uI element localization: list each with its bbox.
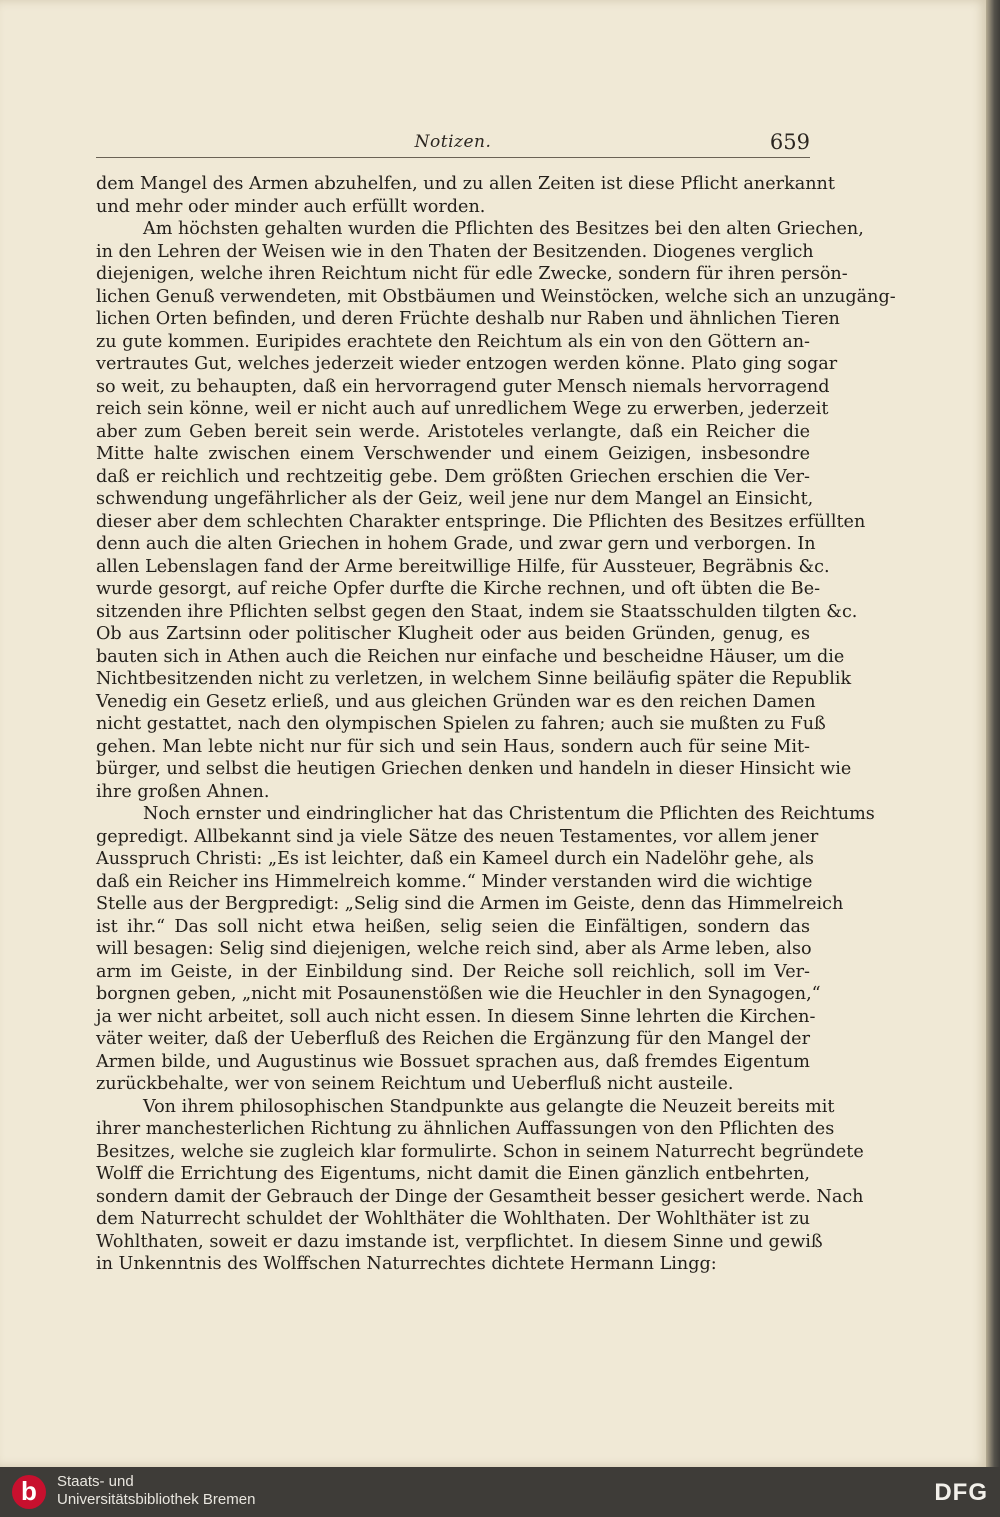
- paragraph: [96, 218, 896, 803]
- footer-bar: [0, 1467, 1000, 1517]
- text-line: Ob aus Zartsinn oder politischer Klugheit oder aus beiden Gründen, genug, es: [96, 624, 810, 644]
- text-line: vertrautes Gut, welches jederzeit wieder entzogen werden könne. Plato ging sogar: [96, 354, 838, 374]
- text-line: daß er reichlich und rechtzeitig gebe. Dem größten Griechen erschien die Ver-: [96, 466, 810, 487]
- text-line: Besitzes, welche sie zugleich klar formulirte. Schon in seinem Naturrecht begründete: [96, 1141, 864, 1162]
- text-line: ihrer manchesterlichen Richtung zu ähnlichen Auffassungen von den Pflichten des: [96, 1119, 835, 1139]
- library-logo-icon: b: [12, 1475, 46, 1509]
- paragraph: [96, 803, 875, 1096]
- paragraph: [96, 1096, 864, 1276]
- text-line: nicht gestattet, nach den olympischen Spielen zu fahren; auch sie mußten zu Fuß: [96, 714, 826, 734]
- text-line: daß ein Reicher ins Himmelreich komme.“ Minder verstanden wird die wichtige: [96, 871, 813, 892]
- text-line: zurückbehalte, wer von seinem Reichtum und Ueberfluß nicht austeile.: [96, 1074, 734, 1094]
- text-line: in Unkenntnis des Wolffschen Naturrechtes dichtete Hermann Lingg:: [96, 1254, 717, 1274]
- text-line: denn auch die alten Griechen in hohem Grade, und zwar gern und verborgen. In: [96, 534, 816, 554]
- text-line: schwendung ungefährlicher als der Geiz, weil jene nur dem Mangel an Einsicht,: [96, 489, 814, 509]
- text-line: Ausspruch Christi: „Es ist leichter, daß ein Kameel durch ein Nadelöhr gehe, als: [96, 849, 814, 869]
- text-line: dem Naturrecht schuldet der Wohlthäter die Wohlthaten. Der Wohlthäter ist zu: [96, 1209, 810, 1229]
- text-line: dieser aber dem schlechten Charakter entspringe. Die Pflichten des Besitzes erfüllten: [96, 511, 866, 532]
- text-line: arm im Geiste, in der Einbildung sind. Der Reiche soll reichlich, soll im Ver-: [96, 961, 810, 982]
- text-line: Venedig ein Gesetz erließ, und aus gleichen Gründen war es den reichen Damen: [96, 691, 816, 712]
- text-line: sitzenden ihre Pflichten selbst gegen den Staat, indem sie Staatsschulden tilgten &c.: [96, 601, 858, 622]
- dfg-logo: DFG: [934, 1479, 988, 1506]
- text-line: lichen Orten befinden, und deren Früchte deshalb nur Raben und ähnlichen Tieren: [96, 309, 840, 329]
- page-header: [96, 128, 810, 158]
- text-line: reich sein könne, weil er nicht auch auf unredlichem Wege zu erwerben, jederzeit: [96, 399, 829, 419]
- text-line: zu gute kommen. Euripides erachtete den Reichtum als ein von den Göttern an-: [96, 331, 810, 352]
- text-line: aber zum Geben bereit sein werde. Aristoteles verlangte, daß ein Reicher die: [96, 421, 810, 442]
- text-line: Wohlthaten, soweit er dazu imstande ist, verpflichtet. In diesem Sinne und gewiß: [96, 1231, 823, 1252]
- text-line: diejenigen, welche ihren Reichtum nicht für edle Zwecke, sondern für ihren persön-: [96, 264, 848, 284]
- paragraph: [96, 173, 835, 218]
- text-line: Mitte halte zwischen einem Verschwender und einem Geizigen, insbesondre: [96, 444, 810, 464]
- text-line: bauten sich in Athen auch die Reichen nur einfache und bescheidne Häuser, um die: [96, 646, 845, 667]
- text-line: will besagen: Selig sind diejenigen, welche reich sind, aber als Arme leben, also: [96, 939, 812, 959]
- text-line: ja wer nicht arbeitet, soll auch nicht essen. In diesem Sinne lehrten die Kirchen-: [96, 1006, 816, 1027]
- text-line: Noch ernster und eindringlicher hat das Christentum die Pflichten des Reichtums: [143, 804, 875, 824]
- library-name-line1: Staats- und: [57, 1473, 134, 1490]
- header-rule: [96, 157, 810, 158]
- body-text: [96, 173, 896, 1276]
- text-line: sondern damit der Gebrauch der Dinge der Gesamtheit besser gesichert werde. Nach: [96, 1186, 864, 1207]
- text-line: ist ihr.“ Das soll nicht etwa heißen, selig seien die Einfältigen, sondern das: [96, 916, 810, 937]
- text-line: und mehr oder minder auch erfüllt worden.: [96, 196, 486, 217]
- text-line: ihre großen Ahnen.: [96, 781, 270, 802]
- text-line: borgnen geben, „nicht mit Posaunenstößen wie die Heuchler in den Synagogen,“: [96, 984, 821, 1004]
- text-line: wurde gesorgt, auf reiche Opfer durfte die Kirche rechnen, und oft übten die Be-: [96, 579, 821, 599]
- text-line: Von ihrem philosophischen Standpunkte aus gelangte die Neuzeit bereits mit: [143, 1096, 835, 1117]
- library-name-line2: Universitätsbibliothek Bremen: [57, 1491, 256, 1508]
- text-line: Nichtbesitzenden nicht zu verletzen, in welchem Sinne beiläufig später die Republik: [96, 669, 852, 689]
- text-line: allen Lebenslagen fand der Arme bereitwillige Hilfe, für Aussteuer, Begräbnis &c.: [96, 556, 830, 577]
- text-line: lichen Genuß verwendeten, mit Obstbäumen und Weinstöcken, welche sich an unzugäng-: [96, 286, 896, 307]
- text-line: bürger, und selbst die heutigen Griechen denken und handeln in dieser Hinsicht wie: [96, 759, 852, 779]
- text-line: Am höchsten gehalten wurden die Pflichten des Besitzes bei den alten Griechen,: [143, 219, 864, 239]
- running-title: Notizen.: [414, 132, 492, 152]
- page-number: 659: [769, 130, 810, 154]
- text-line: gehen. Man lebte nicht nur für sich und sein Haus, sondern auch für seine Mit-: [96, 736, 810, 757]
- text-line: dem Mangel des Armen abzuhelfen, und zu allen Zeiten ist diese Pflicht anerkannt: [96, 174, 835, 194]
- library-name: [57, 1473, 255, 1509]
- page-edge: [986, 0, 1000, 1467]
- text-line: Armen bilde, und Augustinus wie Bossuet sprachen aus, daß fremdes Eigentum: [96, 1051, 810, 1072]
- text-line: gepredigt. Allbekannt sind ja viele Sätze des neuen Testamentes, vor allem jener: [96, 826, 819, 847]
- text-line: väter weiter, daß der Ueberfluß des Reichen die Ergänzung für den Mangel der: [96, 1029, 810, 1049]
- text-line: in den Lehren der Weisen wie in den Thaten der Besitzenden. Diogenes verglich: [96, 241, 814, 262]
- text-line: Wolff die Errichtung des Eigentums, nicht damit die Einen gänzlich entbehrten,: [96, 1164, 810, 1184]
- text-line: so weit, zu behaupten, daß ein hervorragend guter Mensch niemals hervorragend: [96, 376, 830, 397]
- text-line: Stelle aus der Bergpredigt: „Selig sind die Armen im Geiste, denn das Himmelreich: [96, 894, 844, 914]
